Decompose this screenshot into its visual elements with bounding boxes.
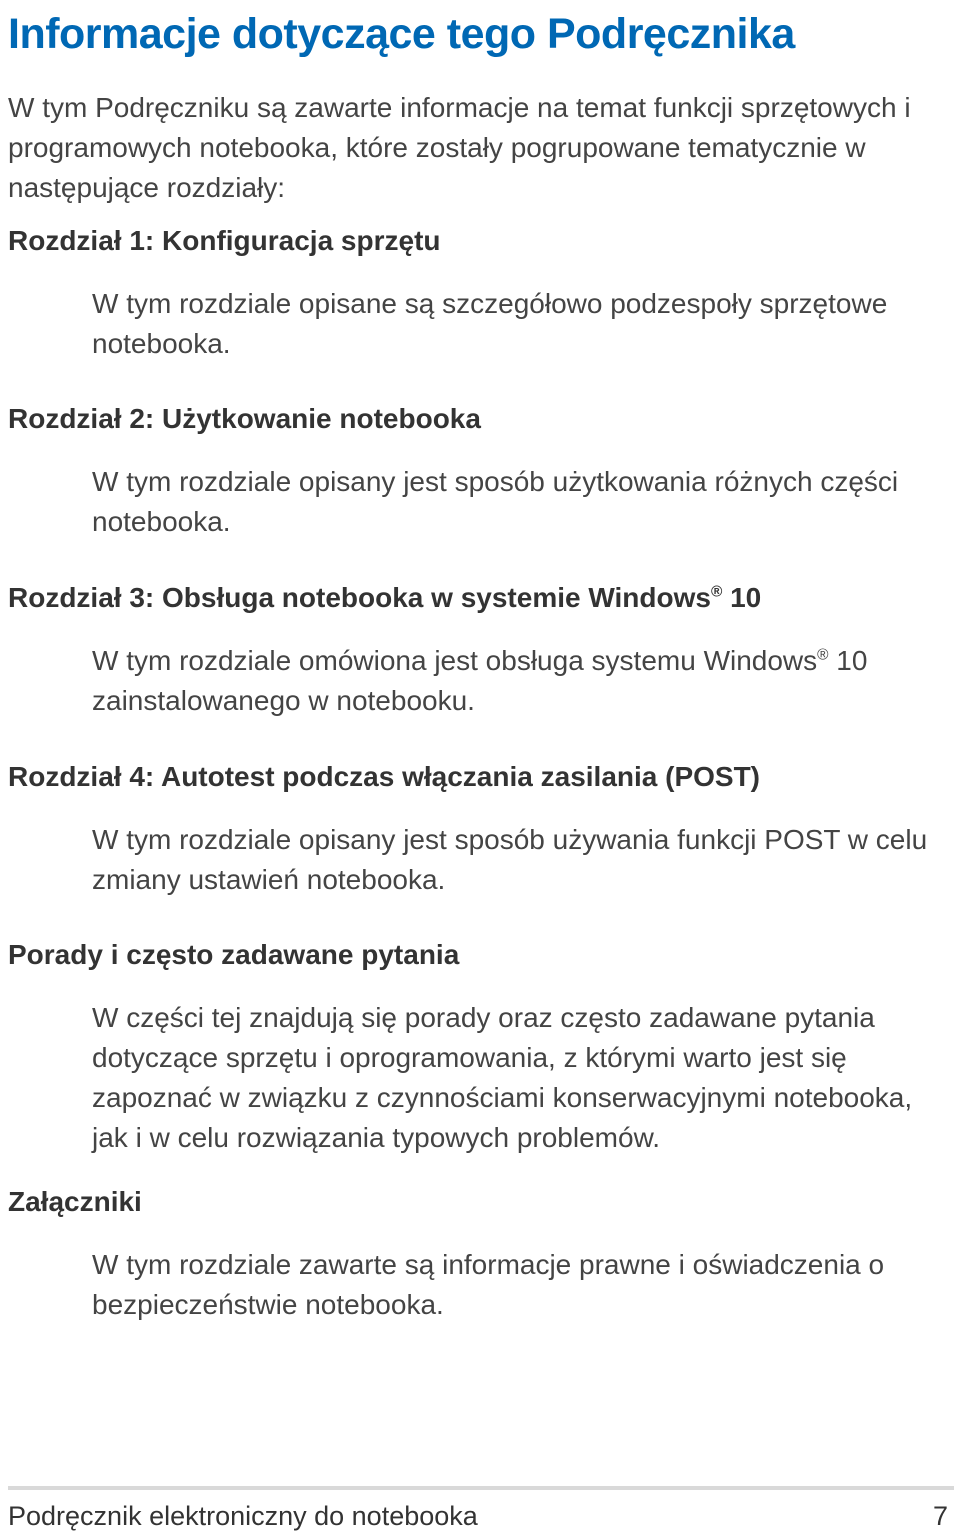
section-body-chapter-3 (92, 641, 954, 721)
section-heading-chapter-3 (8, 578, 761, 618)
section-body-chapter-4: W tym rozdziale opisany jest sposób używania funkcji POST w celu zmiany ustawień notebooka. (92, 824, 928, 895)
section-body-chapter-2: W tym rozdziale opisany jest sposób użytkowania różnych części notebooka. (92, 466, 899, 537)
body-text-continued: 10 zainstalowanego w notebooku. (92, 645, 868, 716)
footer-divider (8, 1486, 954, 1490)
page-title: Informacje dotyczące tego Podręcznika (8, 10, 795, 58)
intro-paragraph: W tym Podręczniku są zawarte informacje na temat funkcji sprzętowych i programowych notebooka, które zostały pogrupowane tematycznie w następujące rozdziały: (8, 92, 911, 203)
section-body-appendices: W tym rozdziale zawarte są informacje prawne i oświadczenia o bezpieczeństwie notebooka. (92, 1249, 885, 1320)
page-number: 7 (932, 1501, 948, 1531)
footer-title: Podręcznik elektroniczny do notebooka (8, 1501, 478, 1531)
section-heading-chapter-4: Rozdział 4: Autotest podczas włączania zasilania (POST) (8, 761, 761, 792)
section-heading-appendices: Załączniki (8, 1186, 142, 1217)
body-text: W tym rozdziale omówiona jest obsługa systemu Windows (92, 645, 818, 676)
heading-version: 10 (722, 582, 762, 613)
registered-mark: ® (710, 583, 723, 601)
registered-mark: ® (817, 646, 829, 664)
section-heading-tips-faq: Porady i często zadawane pytania (8, 939, 460, 970)
section-heading-chapter-1: Rozdział 1: Konfiguracja sprzętu (8, 225, 441, 256)
heading-text: Rozdział 3: Obsługa notebooka w systemie Windows (8, 582, 711, 613)
section-heading-chapter-2: Rozdział 2: Użytkowanie notebooka (8, 403, 481, 434)
section-body-chapter-1: W tym rozdziale opisane są szczegółowo podzespoły sprzętowe notebooka. (92, 288, 888, 359)
section-body-tips-faq: W części tej znajdują się porady oraz często zadawane pytania dotyczące sprzętu i oprogramowania, z którymi warto jest się zapoznać w związku z czynnościami konserwacyjnymi notebooka, jak i w celu rozwiązania typowych problemów. (92, 1002, 913, 1153)
